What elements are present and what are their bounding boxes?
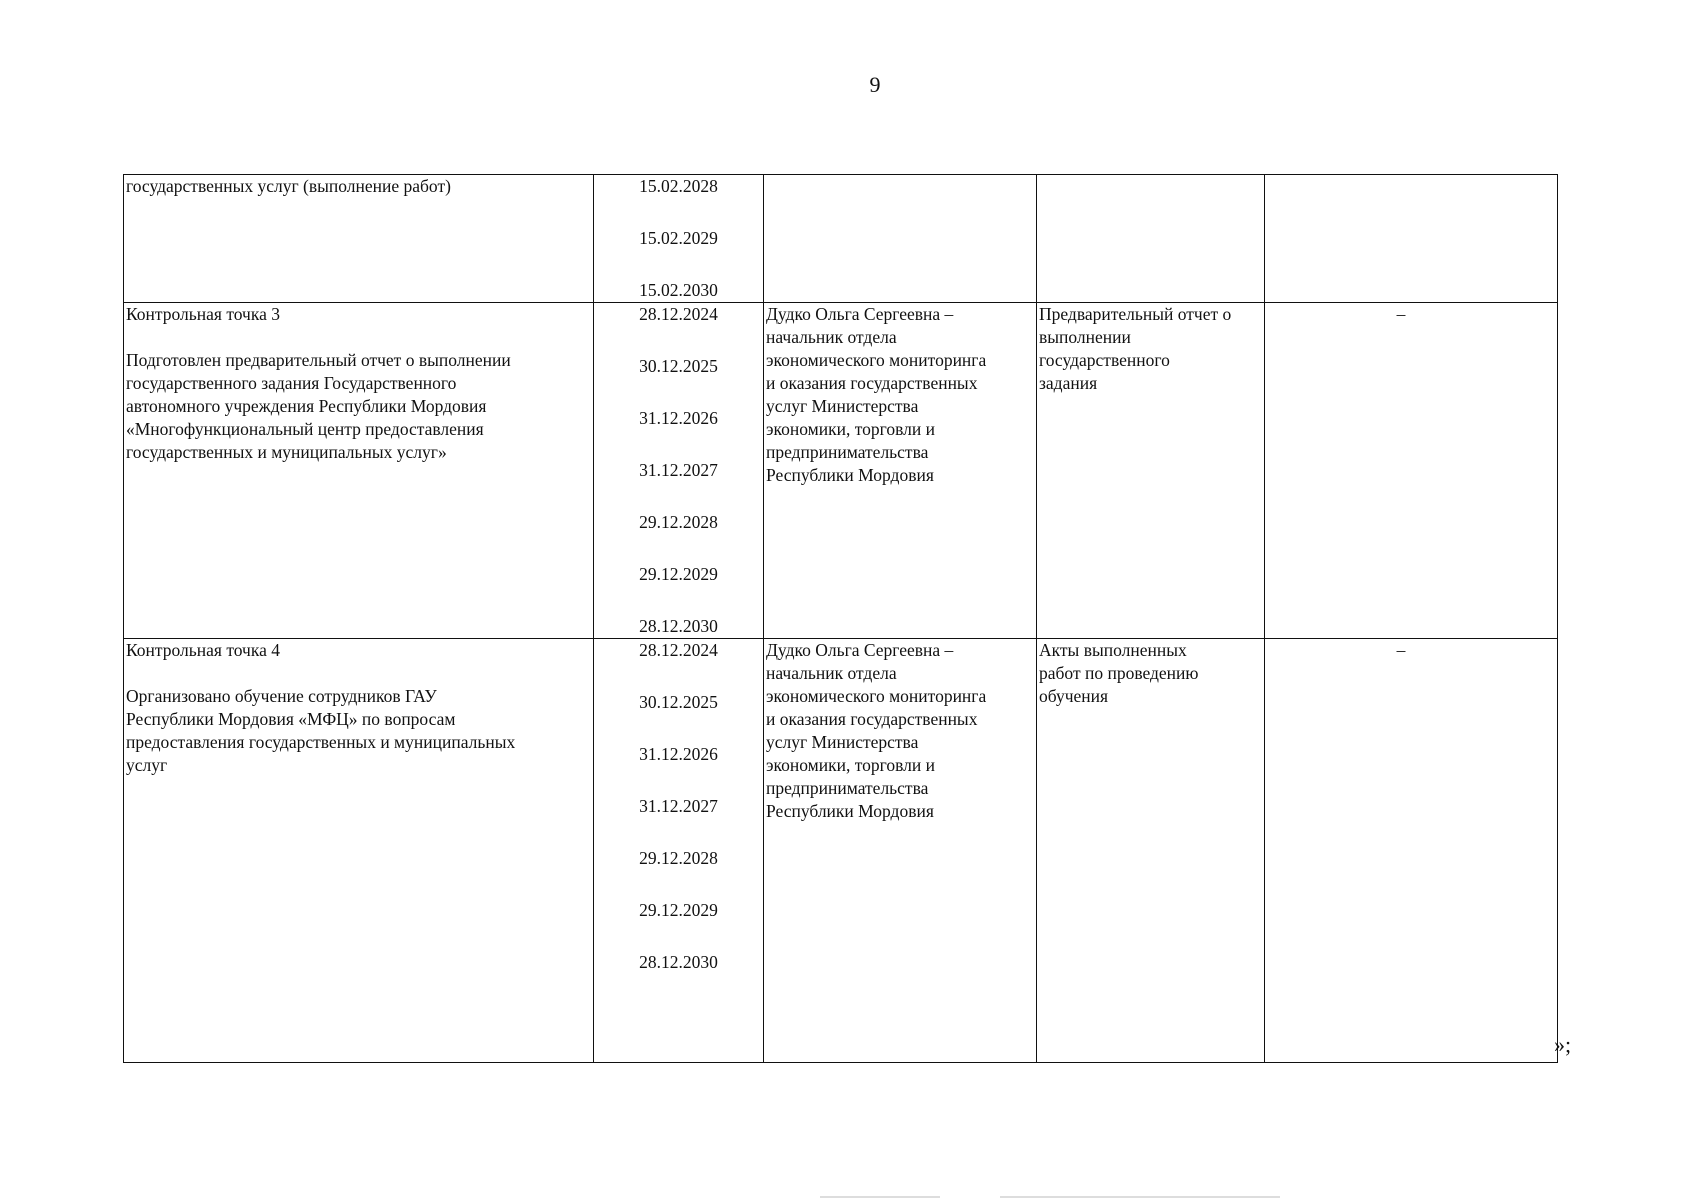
responsible-text: экономического мониторинга — [766, 350, 987, 370]
responsible-text: и оказания государственных — [766, 709, 978, 729]
result-text: работ по проведению — [1039, 663, 1199, 683]
result-text: государственного — [1039, 350, 1170, 370]
responsible-text: экономики, торговли и — [766, 419, 935, 439]
responsible-text: предпринимательства — [766, 442, 929, 462]
table-row — [124, 639, 1558, 1063]
event-cell — [124, 639, 594, 1063]
info-system-cell — [1265, 639, 1558, 1063]
event-cell — [124, 175, 594, 303]
control-points-table — [123, 174, 1558, 1063]
responsible-text: начальник отдела — [766, 327, 897, 347]
event-text: предоставления государственных и муниципальных — [126, 732, 516, 752]
responsible-text: услуг Министерства — [766, 732, 919, 752]
result-text: задания — [1039, 373, 1098, 393]
responsible-text: экономического мониторинга — [766, 686, 987, 706]
result-text: Акты выполненных — [1039, 640, 1187, 660]
date-value: 30.12.2025 — [639, 692, 718, 712]
date-value: 30.12.2025 — [639, 356, 718, 376]
responsible-text: Дудко Ольга Сергеевна – — [766, 640, 954, 660]
date-value: 29.12.2028 — [639, 848, 718, 868]
event-text: Подготовлен предварительный отчет о выполнении — [126, 350, 511, 370]
date-value: 31.12.2027 — [639, 796, 718, 816]
dash-value: – — [1396, 640, 1406, 660]
date-value: 31.12.2026 — [639, 744, 718, 764]
closing-quote: »; — [1554, 1032, 1572, 1057]
result-text: обучения — [1039, 686, 1109, 706]
responsible-text: Республики Мордовия — [766, 465, 934, 485]
result-cell — [1037, 639, 1265, 1063]
dates-cell — [594, 175, 764, 303]
event-cell — [124, 303, 594, 639]
date-value: 28.12.2030 — [639, 952, 718, 972]
date-value: 29.12.2028 — [639, 512, 718, 532]
event-text: государственных услуг (выполнение работ) — [126, 176, 451, 196]
responsible-text: услуг Министерства — [766, 396, 919, 416]
dates-cell — [594, 639, 764, 1063]
result-cell — [1037, 175, 1265, 303]
event-text: государственного задания Государственного — [126, 373, 457, 393]
info-system-cell — [1265, 303, 1558, 639]
date-value: 31.12.2027 — [639, 460, 718, 480]
page-number: 9 — [869, 72, 881, 97]
date-value: 29.12.2029 — [639, 900, 718, 920]
responsible-text: Дудко Ольга Сергеевна – — [766, 304, 954, 324]
event-text: услуг — [126, 755, 168, 775]
result-text: Предварительный отчет о — [1039, 304, 1232, 324]
responsible-text: Республики Мордовия — [766, 801, 934, 821]
table-row — [124, 175, 1558, 303]
responsible-cell — [764, 639, 1037, 1063]
responsible-text: предпринимательства — [766, 778, 929, 798]
result-cell — [1037, 303, 1265, 639]
control-point-title: Контрольная точка 3 — [126, 304, 280, 324]
result-text: выполнении — [1039, 327, 1131, 347]
dates-cell — [594, 303, 764, 639]
date-value: 15.02.2030 — [639, 280, 718, 300]
control-point-title: Контрольная точка 4 — [126, 640, 280, 660]
date-value: 15.02.2029 — [639, 228, 718, 248]
footer-rule — [1000, 1196, 1280, 1198]
date-value: 28.12.2024 — [639, 304, 718, 324]
date-value: 15.02.2028 — [639, 176, 718, 196]
footer-rule — [820, 1196, 940, 1198]
date-value: 28.12.2024 — [639, 640, 718, 660]
responsible-text: и оказания государственных — [766, 373, 978, 393]
responsible-text: экономики, торговли и — [766, 755, 935, 775]
dash-value: – — [1396, 304, 1406, 324]
responsible-cell — [764, 303, 1037, 639]
responsible-cell — [764, 175, 1037, 303]
date-value: 29.12.2029 — [639, 564, 718, 584]
event-text: Организовано обучение сотрудников ГАУ — [126, 686, 437, 706]
event-text: «Многофункциональный центр предоставления — [126, 419, 484, 439]
info-system-cell — [1265, 175, 1558, 303]
table-row — [124, 303, 1558, 639]
event-text: Республики Мордовия «МФЦ» по вопросам — [126, 709, 456, 729]
date-value: 31.12.2026 — [639, 408, 718, 428]
date-value: 28.12.2030 — [639, 616, 718, 636]
responsible-text: начальник отдела — [766, 663, 897, 683]
event-text: государственных и муниципальных услуг» — [126, 442, 447, 462]
event-text: автономного учреждения Республики Мордовия — [126, 396, 487, 416]
